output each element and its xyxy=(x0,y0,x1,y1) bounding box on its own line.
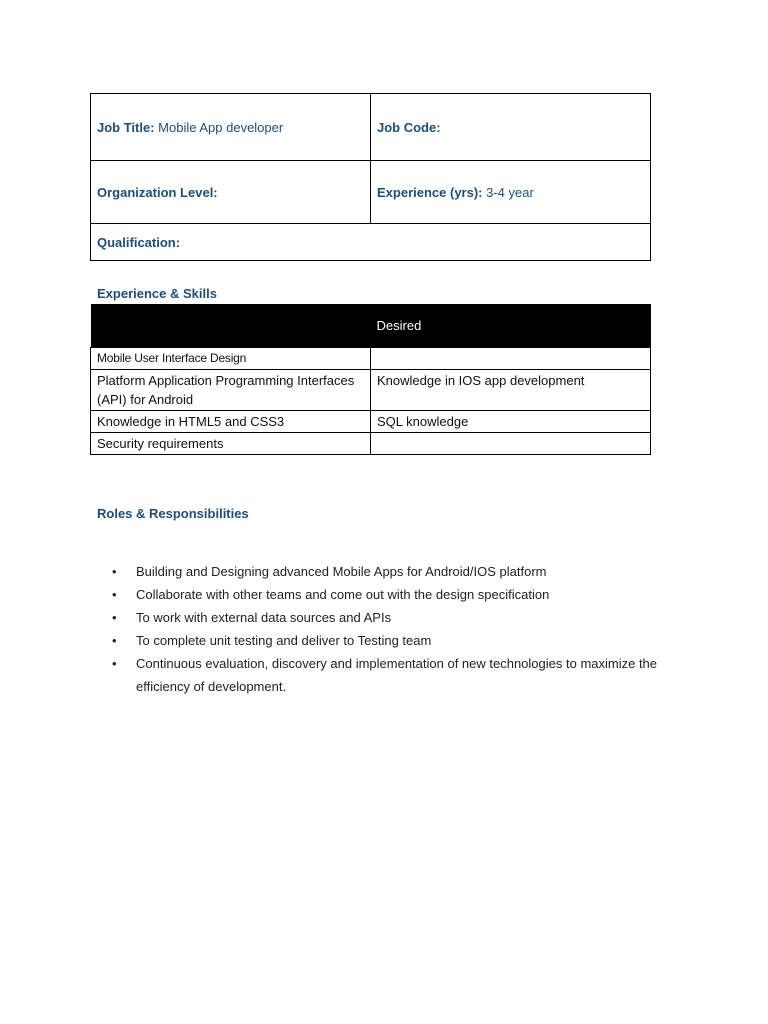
job-info-table xyxy=(90,93,651,261)
list-item-text: Collaborate with other teams and come out with the design specification xyxy=(136,587,550,602)
list-item xyxy=(112,629,682,652)
job-title-cell xyxy=(91,94,371,161)
table-cell: Security requirements xyxy=(91,433,371,455)
roles-heading: Roles & Responsibilities xyxy=(97,506,249,521)
bullet-icon: • xyxy=(112,656,117,671)
table-row xyxy=(91,370,651,411)
list-item xyxy=(112,652,682,698)
table-row xyxy=(91,411,651,433)
org-level-cell xyxy=(91,161,371,224)
table-row xyxy=(91,348,651,370)
list-item xyxy=(112,560,682,583)
experience-cell xyxy=(371,161,651,224)
job-code-label: Job Code: xyxy=(377,119,441,135)
qualification-label: Qualification: xyxy=(97,234,181,250)
list-item-text: To complete unit testing and deliver to Testing team xyxy=(136,633,432,648)
bullet-icon: • xyxy=(112,610,117,625)
list-item-text: Continuous evaluation, discovery and implementation of new technologies to maximize the efficiency of development. xyxy=(136,656,658,694)
roles-list xyxy=(112,560,682,698)
list-item-text: To work with external data sources and APIs xyxy=(136,610,392,625)
table-cell: Knowledge in HTML5 and CSS3 xyxy=(91,411,371,433)
skills-heading: Experience & Skills xyxy=(97,286,217,301)
table-cell xyxy=(371,348,651,370)
job-code-cell xyxy=(371,94,651,161)
job-title-value: Mobile App developer xyxy=(158,119,284,135)
bullet-icon: • xyxy=(112,587,117,602)
table-row xyxy=(91,433,651,455)
org-level-label: Organization Level: xyxy=(97,184,218,200)
table-cell: SQL knowledge xyxy=(371,411,651,433)
experience-label: Experience (yrs): xyxy=(377,184,483,200)
skills-table xyxy=(90,304,651,455)
experience-value: 3-4 year xyxy=(486,184,534,200)
bullet-icon: • xyxy=(112,564,117,579)
qualification-cell xyxy=(91,224,651,261)
bullet-icon: • xyxy=(112,633,117,648)
list-item-text: Building and Designing advanced Mobile Apps for Android/IOS platform xyxy=(136,564,547,579)
list-item xyxy=(112,606,682,629)
table-cell: Platform Application Programming Interfaces (API) for Android xyxy=(91,370,371,411)
table-cell: Mobile User Interface Design xyxy=(91,348,371,370)
skills-header-desired: Desired xyxy=(371,304,651,348)
job-title-label: Job Title: xyxy=(97,119,155,135)
table-cell: Knowledge in IOS app development xyxy=(371,370,651,411)
table-cell xyxy=(371,433,651,455)
skills-header-cell-1 xyxy=(91,304,371,348)
list-item xyxy=(112,583,682,606)
